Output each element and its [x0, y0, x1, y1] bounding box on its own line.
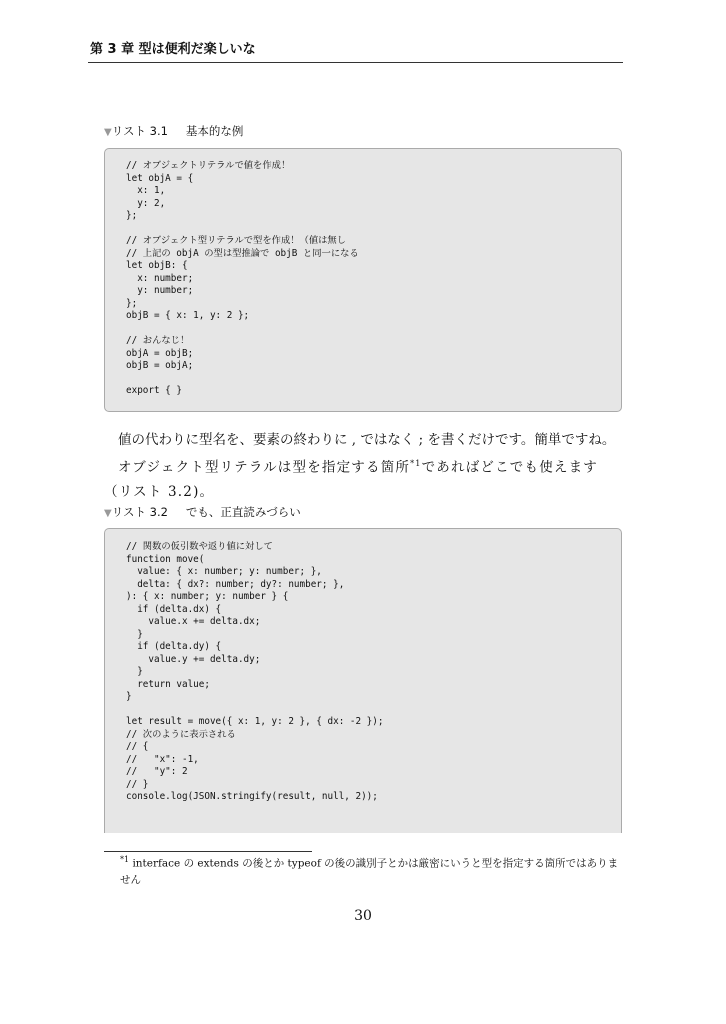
caption-title: でも、正直読みづらい: [185, 505, 301, 519]
code-line: // {: [126, 741, 149, 752]
code-line: return value;: [126, 678, 210, 690]
code-line: export { }: [126, 385, 182, 396]
code-line: // 上記の objA の型は型推論で objB と同一になる: [126, 247, 359, 259]
code-line: // おんなじ！: [126, 335, 190, 346]
code-line: if (delta.dx) {: [126, 603, 222, 615]
code-line: }: [126, 691, 132, 702]
code-lines: [126, 541, 383, 804]
caption-label: リスト 3.2: [111, 505, 168, 519]
code-line: delta: { dx?: number; dy?: number; },: [126, 578, 345, 590]
paragraph-1: 値の代わりに型名を、要素の終わりに , ではなく ; を書くだけです。簡単ですね。: [118, 432, 616, 448]
code-line: // "x": -1,: [126, 753, 199, 765]
code-block-3-1: [104, 148, 622, 412]
code-line: // オブジェクトリテラルで値を作成！: [126, 160, 291, 171]
code-line: [126, 323, 359, 336]
code-line: [126, 373, 359, 386]
code-line: // "y": 2: [126, 766, 188, 777]
code-line: value: { x: number; y: number; },: [126, 566, 322, 577]
code-line: if (delta.dy) {: [126, 641, 222, 652]
code-line: ): { x: number; y: number } {: [126, 591, 289, 602]
code-line: [126, 223, 359, 236]
code-line: objA = objB;: [126, 347, 194, 359]
footnote-ref[interactable]: *1: [410, 459, 422, 468]
code-block-3-2: [104, 528, 622, 833]
code-line: value.y += delta.dy;: [126, 653, 261, 665]
code-line: // 関数の仮引数や返り値に対して: [126, 541, 273, 552]
code-line: x: number;: [126, 272, 194, 284]
code-line: };: [126, 210, 138, 221]
code-lines: [126, 160, 359, 398]
caption-label: リスト 3.1: [111, 124, 168, 138]
listing-caption-3-2: [104, 504, 301, 520]
code-line: value.x += delta.dx;: [126, 616, 261, 627]
code-line: // 次のように表示される: [126, 728, 236, 740]
para2-text-cont: であればどこでも使えます（リスト 3.2)。: [104, 459, 599, 500]
code-line: objB = { x: 1, y: 2 };: [126, 310, 250, 321]
para2-text: オブジェクト型リテラルは型を指定する箇所: [118, 459, 411, 476]
page-number: 30: [354, 908, 372, 924]
footnote-mark: *1: [120, 855, 130, 864]
paragraph-2: [104, 452, 624, 504]
code-line: [126, 704, 383, 717]
code-line: let objB: {: [126, 260, 188, 271]
code-line: // }: [126, 778, 149, 790]
code-line: y: 2,: [126, 197, 166, 209]
code-line: console.log(JSON.stringify(result, null, 2));: [126, 791, 378, 802]
code-line: }: [126, 666, 143, 677]
code-line: function move(: [126, 553, 205, 565]
code-line: let result = move({ x: 1, y: 2 }, { dx: -2 });: [126, 716, 384, 727]
code-line: // オブジェクト型リテラルで型を作成！（値は無し: [126, 235, 347, 246]
listing-caption-3-1: [104, 123, 243, 139]
header-rule: [88, 62, 623, 63]
chapter-header: 第 3 章 型は便利だ楽しいな: [90, 42, 256, 57]
code-line: x: 1,: [126, 185, 166, 196]
footnote: [120, 852, 625, 888]
code-line: objB = objA;: [126, 360, 194, 371]
footnote-text: interface の extends の後とか typeof の後の識別子とかは厳密にいうと型を指定する箇所ではありません: [120, 857, 619, 886]
code-line: };: [126, 297, 138, 309]
code-line: let objA = {: [126, 172, 194, 184]
caption-title: 基本的な例: [185, 124, 244, 138]
triangle-icon: ▼: [104, 508, 112, 519]
code-line: }: [126, 628, 143, 640]
code-line: y: number;: [126, 285, 194, 296]
triangle-icon: ▼: [104, 127, 112, 138]
